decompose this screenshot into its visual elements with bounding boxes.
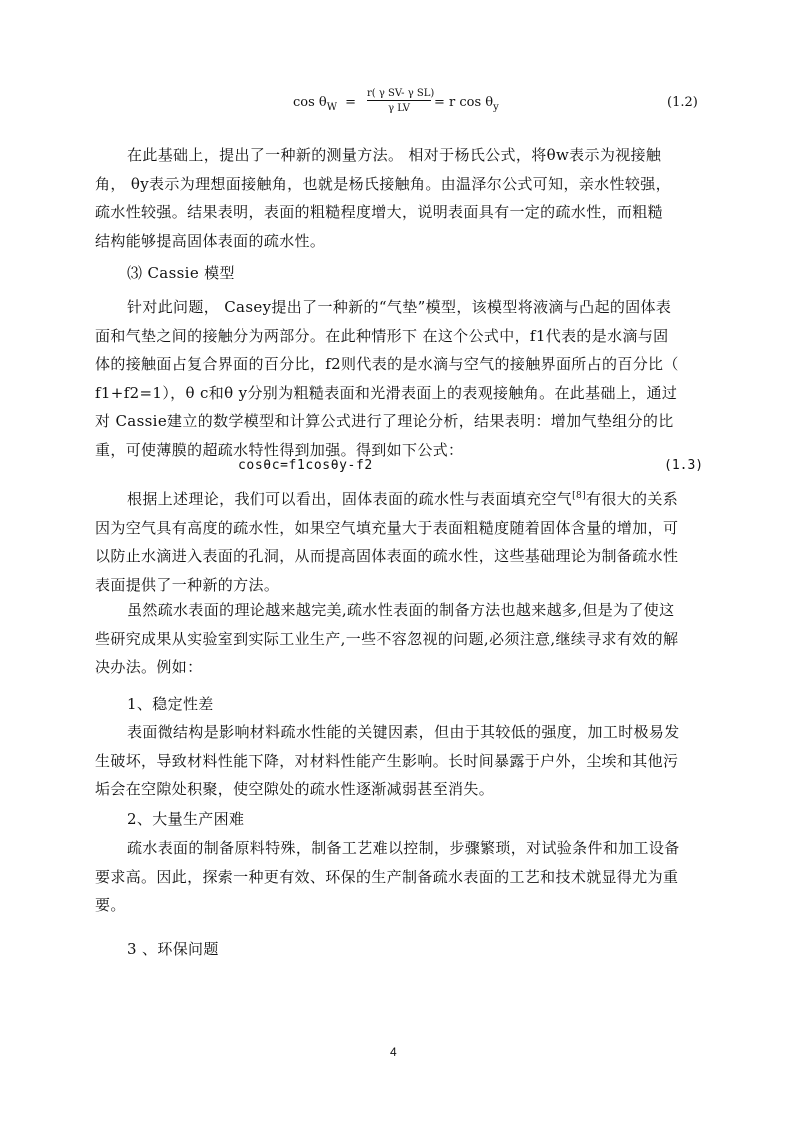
- text-line: 重，可使薄膜的超疏水特性得到加强。得到如下公式：: [95, 440, 464, 459]
- equation-rhs: = r cos θ: [434, 95, 494, 110]
- paragraph-6: [95, 834, 705, 920]
- text-line: 对 Cassie建立的数学模型和计算公式进行了理论分析，结果表明：增加气垫组分的比: [95, 412, 674, 430]
- equation-1-3: cosθc=f1cosθy-f2: [238, 458, 373, 473]
- section-heading: ⑶ Cassie 模型: [127, 264, 235, 282]
- paragraph-2: [95, 293, 705, 464]
- equation-1-2: [293, 88, 713, 124]
- equals-sign: =: [345, 95, 357, 110]
- text-line: 决办法。例如：: [95, 658, 203, 676]
- equation-lhs: cos θ: [293, 95, 327, 110]
- paragraph-4: [95, 596, 705, 682]
- text-line: 根据上述理论，我们可以看出，固体表面的疏水性与表面填充空气[8]有很大的关系: [127, 490, 679, 508]
- text-line: 表面提供了一种新的方法。: [95, 575, 280, 594]
- equation-denominator: γ LV: [388, 103, 410, 114]
- equation-number: (1.3): [664, 458, 704, 473]
- text-line: 面和气垫之间的接触分为两部分。在此种情形下 在这个公式中，f1代表的是水滴与固: [95, 326, 669, 345]
- equation-rhs-subscript: y: [493, 102, 499, 113]
- equation-number: (1.2): [667, 95, 698, 110]
- paragraph-1: [95, 141, 705, 255]
- text-line: 因为空气具有高度的疏水性，如果空气填充量大于表面粗糙度随着固体含量的增加，可: [95, 518, 679, 537]
- paragraph-3: [95, 482, 705, 599]
- paragraph-5: [95, 718, 705, 804]
- equation-numerator: r( γ SV- γ SL): [367, 88, 435, 99]
- text-line: 以防止水滴进入表面的孔洞，从而提高固体表面的疏水性，这些基础理论为制备疏水性: [95, 547, 679, 565]
- text-line: 体的接触面占复合界面的百分比，f2则代表的是水滴与空气的接触界面所占的百分比（: [95, 355, 679, 373]
- text-line: 结构能够提高固体表面的疏水性。: [95, 231, 326, 250]
- list-heading-2: 2、大量生产困难: [127, 810, 245, 828]
- text-line: 疏水表面的制备原料特殊，制备工艺难以控制，步骤繁琐，对试验条件和加工设备: [127, 839, 680, 857]
- equation-lhs-subscript: W: [326, 102, 338, 113]
- text-line: 要求高。因此，探索一种更有效、环保的生产制备疏水表面的工艺和技术就显得尤为重: [95, 867, 679, 886]
- text-line: 虽然疏水表面的理论越来越完美,疏水性表面的制备方法也越来越多,但是为了使这: [127, 601, 675, 619]
- list-heading-3: 3 、环保问题: [127, 940, 219, 958]
- text-line: 要。: [95, 896, 126, 914]
- text-line: 表面微结构是影响材料疏水性能的关键因素，但由于其较低的强度，加工时极易发: [127, 723, 680, 741]
- list-heading-1: 1、稳定性差: [127, 695, 214, 713]
- text-line: 生破坏，导致材料性能下降，对材料性能产生影响。长时间暴露于户外，尘埃和其他污: [95, 751, 679, 770]
- text-line: 针对此问题， Casey提出了一种新的“气垫”模型，该模型将液滴与凸起的固体表: [127, 298, 672, 316]
- text-line: f1+f2=1），θ c和θ y分别为粗糙表面和光滑表面上的表观接触角。在此基础上，通过: [95, 383, 678, 402]
- text-line: 些研究成果从实验室到实际工业生产,一些不容忽视的问题,必须注意,继续寻求有效的解: [95, 629, 679, 648]
- citation-ref: [8]: [572, 491, 586, 501]
- text-line: 疏水性较强。结果表明，表面的粗糙程度增大，说明表面具有一定的疏水性，而粗糙: [95, 203, 663, 221]
- page-number: 4: [390, 1045, 397, 1059]
- text-line: 垢会在空隙处积聚，使空隙处的疏水性逐渐减弱甚至消失。: [95, 780, 495, 798]
- equation-fraction: [367, 88, 435, 114]
- text-line: 在此基础上，提出了一种新的测量方法。 相对于杨氏公式，将θw表示为视接触: [127, 146, 662, 164]
- text-line: 角， θy表示为理想面接触角，也就是杨氏接触角。由温泽尔公式可知，亲水性较强，: [95, 174, 671, 193]
